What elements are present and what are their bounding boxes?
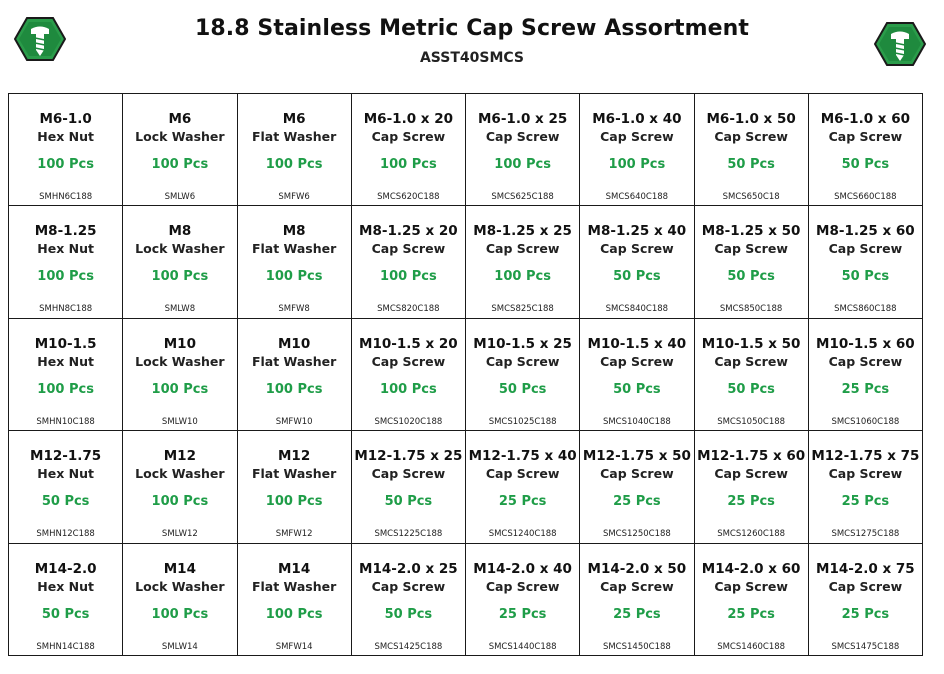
part-size: M10 (163, 335, 196, 352)
grid-cell (238, 544, 352, 656)
quantity: 100 Pcs (265, 157, 323, 172)
part-type: Flat Washer (251, 241, 337, 257)
part-type: Cap Screw (714, 353, 788, 369)
part-size: M6-1.0 x 60 (820, 111, 910, 127)
grid-cell (9, 544, 123, 656)
grid-cell (580, 94, 694, 206)
part-size: M14-2.0 x 60 (701, 560, 801, 577)
part-size: M6-1.0 x 40 (592, 111, 682, 127)
part-size: M14-2.0 x 40 (473, 560, 572, 577)
part-type: Hex Nut (37, 353, 94, 369)
part-number: SMFW8 (278, 304, 310, 315)
part-type: Hex Nut (37, 578, 94, 594)
part-type: Cap Screw (371, 578, 446, 594)
part-size: M8-1.25 x 50 (701, 223, 801, 240)
part-number: SMCS625C188 (491, 192, 554, 202)
part-number: SMHN14C188 (36, 641, 95, 652)
part-type: Cap Screw (600, 466, 674, 482)
part-type: Cap Screw (714, 578, 788, 594)
part-size: M6-1.0 (39, 111, 92, 127)
assortment-grid (8, 93, 923, 656)
part-number: SMFW14 (275, 641, 313, 652)
quantity: 50 Pcs (727, 381, 775, 397)
quantity: 100 Pcs (494, 269, 551, 285)
part-type: Cap Screw (600, 129, 674, 144)
quantity: 100 Pcs (151, 381, 209, 397)
part-number: SMCS1450C188 (602, 641, 671, 652)
part-size: M12-1.75 (30, 448, 102, 465)
part-size: M14 (278, 560, 311, 577)
part-size: M6 (282, 111, 306, 127)
part-size: M10-1.5 (34, 335, 97, 352)
part-type: Flat Washer (251, 578, 337, 594)
grid-cell (238, 94, 352, 206)
part-number: SMCS860C188 (834, 304, 897, 315)
part-size: M10 (278, 335, 311, 352)
part-number: SMCS660C188 (834, 192, 897, 202)
part-number: SMFW10 (275, 416, 313, 427)
part-type: Cap Screw (485, 241, 560, 257)
part-size: M12-1.75 x 50 (582, 448, 691, 465)
grid-cell (123, 206, 237, 318)
part-size: M14-2.0 x 75 (816, 560, 915, 577)
quantity: 50 Pcs (498, 381, 547, 397)
part-number: SMCS1060C188 (831, 416, 900, 427)
part-number: SMCS825C188 (491, 304, 554, 315)
quantity: 25 Pcs (727, 606, 775, 622)
quantity: 100 Pcs (265, 606, 323, 622)
part-type: Lock Washer (135, 578, 225, 594)
quantity: 100 Pcs (380, 269, 437, 285)
part-number: SMCS1425C188 (374, 641, 443, 652)
grid-cell (580, 319, 694, 431)
part-number: SMHN10C188 (36, 416, 95, 427)
page-subtitle: ASST40SMCS (419, 50, 525, 66)
quantity: 50 Pcs (841, 269, 890, 285)
part-size: M8 (168, 223, 192, 240)
part-number: SMFW6 (278, 192, 310, 202)
part-number: SMLW6 (164, 192, 196, 202)
grid-cell (123, 319, 237, 431)
part-size: M12-1.75 x 25 (354, 448, 463, 465)
part-number: SMCS640C188 (605, 192, 669, 202)
quantity: 100 Pcs (380, 381, 437, 397)
part-number: SMCS840C188 (605, 304, 669, 315)
part-type: Lock Washer (135, 466, 225, 482)
part-size: M12-1.75 x 75 (811, 448, 920, 465)
grid-cell (809, 319, 923, 431)
quantity: 25 Pcs (841, 494, 890, 510)
part-size: M8-1.25 x 40 (587, 223, 687, 240)
part-type: Cap Screw (828, 353, 903, 369)
part-type: Hex Nut (37, 241, 94, 257)
part-type: Lock Washer (135, 353, 225, 369)
part-type: Cap Screw (485, 578, 560, 594)
part-number: SMCS620C188 (377, 192, 440, 202)
part-size: M12 (163, 448, 196, 465)
grid-cell (809, 544, 923, 656)
part-number: SMCS850C188 (719, 304, 783, 315)
part-size: M6-1.0 x 20 (363, 111, 453, 127)
part-number: SMCS820C188 (377, 304, 440, 315)
part-number: SMCS1275C188 (831, 529, 900, 540)
grid-cell (9, 319, 123, 431)
quantity: 50 Pcs (727, 157, 775, 172)
grid-cell (9, 431, 123, 543)
quantity: 100 Pcs (494, 157, 551, 172)
grid-cell (466, 94, 580, 206)
quantity: 100 Pcs (151, 269, 209, 285)
grid-cell (809, 94, 923, 206)
quantity: 25 Pcs (841, 381, 890, 397)
part-number: SMCS1020C188 (374, 416, 443, 427)
grid-cell (352, 319, 466, 431)
part-size: M8-1.25 (34, 223, 97, 240)
part-type: Cap Screw (714, 466, 788, 482)
part-size: M8-1.25 x 20 (359, 223, 458, 240)
part-type: Cap Screw (600, 578, 674, 594)
quantity: 50 Pcs (841, 157, 890, 172)
quantity: 50 Pcs (613, 269, 661, 285)
part-size: M6-1.0 x 25 (478, 111, 568, 127)
part-type: Flat Washer (251, 466, 337, 482)
quantity: 100 Pcs (37, 381, 94, 397)
grid-cell (695, 544, 809, 656)
part-number: SMHN6C188 (39, 192, 93, 202)
part-size: M14-2.0 x 50 (587, 560, 687, 577)
part-number: SMCS1040C188 (602, 416, 671, 427)
grid-cell (352, 206, 466, 318)
quantity: 100 Pcs (380, 157, 437, 172)
grid-cell (466, 206, 580, 318)
quantity: 50 Pcs (384, 494, 433, 510)
grid-cell (809, 206, 923, 318)
part-number: SMLW14 (161, 641, 198, 652)
part-type: Hex Nut (37, 129, 94, 144)
part-number: SMCS1460C188 (717, 641, 786, 652)
quantity: 50 Pcs (41, 494, 90, 510)
quantity: 50 Pcs (384, 606, 433, 622)
part-size: M8-1.25 x 25 (473, 223, 572, 240)
part-number: SMCS1260C188 (717, 529, 786, 540)
part-type: Cap Screw (485, 353, 560, 369)
part-size: M10-1.5 x 25 (473, 335, 572, 352)
part-type: Cap Screw (714, 241, 788, 257)
grid-cell (352, 94, 466, 206)
grid-cell (695, 431, 809, 543)
part-type: Lock Washer (135, 129, 225, 144)
part-type: Cap Screw (485, 466, 560, 482)
part-type: Flat Washer (251, 353, 337, 369)
part-size: M12-1.75 x 40 (468, 448, 577, 465)
quantity: 50 Pcs (41, 606, 90, 622)
part-size: M6 (168, 111, 192, 127)
grid-cell (238, 431, 352, 543)
screw-hexagon-icon (874, 21, 926, 67)
grid-cell (9, 94, 123, 206)
part-size: M10-1.5 x 50 (701, 335, 801, 352)
part-type: Cap Screw (371, 241, 446, 257)
part-type: Cap Screw (371, 129, 446, 144)
grid-cell (695, 319, 809, 431)
quantity: 100 Pcs (265, 269, 323, 285)
part-size: M14-2.0 (34, 560, 97, 577)
part-number: SMCS1475C188 (831, 641, 900, 652)
grid-cell (695, 206, 809, 318)
quantity: 100 Pcs (608, 157, 666, 172)
part-type: Cap Screw (828, 241, 903, 257)
part-size: M12 (278, 448, 311, 465)
quantity: 25 Pcs (498, 494, 547, 510)
part-number: SMCS1240C188 (488, 529, 557, 540)
part-size: M10-1.5 x 20 (359, 335, 458, 352)
part-type: Cap Screw (828, 466, 903, 482)
part-number: SMCS1250C188 (602, 529, 671, 540)
part-size: M12-1.75 x 60 (697, 448, 806, 465)
part-size: M14 (163, 560, 196, 577)
part-size: M10-1.5 x 40 (587, 335, 687, 352)
part-size: M14-2.0 x 25 (359, 560, 458, 577)
grid-cell (352, 544, 466, 656)
part-type: Cap Screw (828, 578, 903, 594)
part-number: SMHN8C188 (39, 304, 93, 315)
part-size: M8 (282, 223, 306, 240)
part-type: Cap Screw (600, 241, 674, 257)
grid-cell (695, 94, 809, 206)
part-size: M6-1.0 x 50 (706, 111, 796, 127)
grid-cell (123, 94, 237, 206)
quantity: 100 Pcs (151, 157, 209, 172)
quantity: 100 Pcs (265, 381, 323, 397)
quantity: 25 Pcs (727, 494, 775, 510)
part-number: SMCS1440C188 (488, 641, 557, 652)
grid-cell (123, 431, 237, 543)
page-title: 18.8 Stainless Metric Cap Screw Assortment (194, 16, 750, 41)
header (0, 0, 944, 92)
quantity: 25 Pcs (613, 606, 661, 622)
quantity: 25 Pcs (498, 606, 547, 622)
part-type: Hex Nut (37, 466, 94, 482)
grid-cell (466, 544, 580, 656)
part-type: Cap Screw (485, 129, 560, 144)
part-type: Cap Screw (828, 129, 903, 144)
part-type: Cap Screw (600, 353, 674, 369)
quantity: 100 Pcs (151, 494, 209, 510)
grid-cell (352, 431, 466, 543)
grid-cell (9, 206, 123, 318)
quantity: 50 Pcs (613, 381, 661, 397)
grid-cell (809, 431, 923, 543)
part-number: SMCS1225C188 (374, 529, 443, 540)
quantity: 100 Pcs (151, 606, 209, 622)
part-size: M8-1.25 x 60 (816, 223, 915, 240)
quantity: 100 Pcs (37, 269, 94, 285)
part-number: SMLW10 (161, 416, 198, 427)
part-number: SMFW12 (275, 529, 313, 540)
part-type: Cap Screw (714, 129, 788, 144)
quantity: 100 Pcs (37, 157, 94, 172)
grid-cell (466, 319, 580, 431)
part-number: SMCS1050C188 (717, 416, 786, 427)
part-number: SMLW8 (164, 304, 196, 315)
part-number: SMCS650C18 (722, 192, 780, 202)
grid-cell (466, 431, 580, 543)
quantity: 50 Pcs (727, 269, 775, 285)
part-size: M10-1.5 x 60 (816, 335, 915, 352)
part-number: SMHN12C188 (36, 529, 95, 540)
quantity: 25 Pcs (841, 606, 890, 622)
part-type: Flat Washer (251, 129, 337, 144)
part-number: SMCS1025C188 (488, 416, 557, 427)
part-type: Lock Washer (135, 241, 225, 257)
part-type: Cap Screw (371, 466, 446, 482)
grid-cell (580, 206, 694, 318)
grid-cell (238, 206, 352, 318)
quantity: 100 Pcs (265, 494, 323, 510)
quantity: 25 Pcs (613, 494, 661, 510)
grid-cell (123, 544, 237, 656)
grid-cell (580, 431, 694, 543)
grid-cell (238, 319, 352, 431)
part-type: Cap Screw (371, 353, 446, 369)
part-number: SMLW12 (161, 529, 198, 540)
grid-cell (580, 544, 694, 656)
